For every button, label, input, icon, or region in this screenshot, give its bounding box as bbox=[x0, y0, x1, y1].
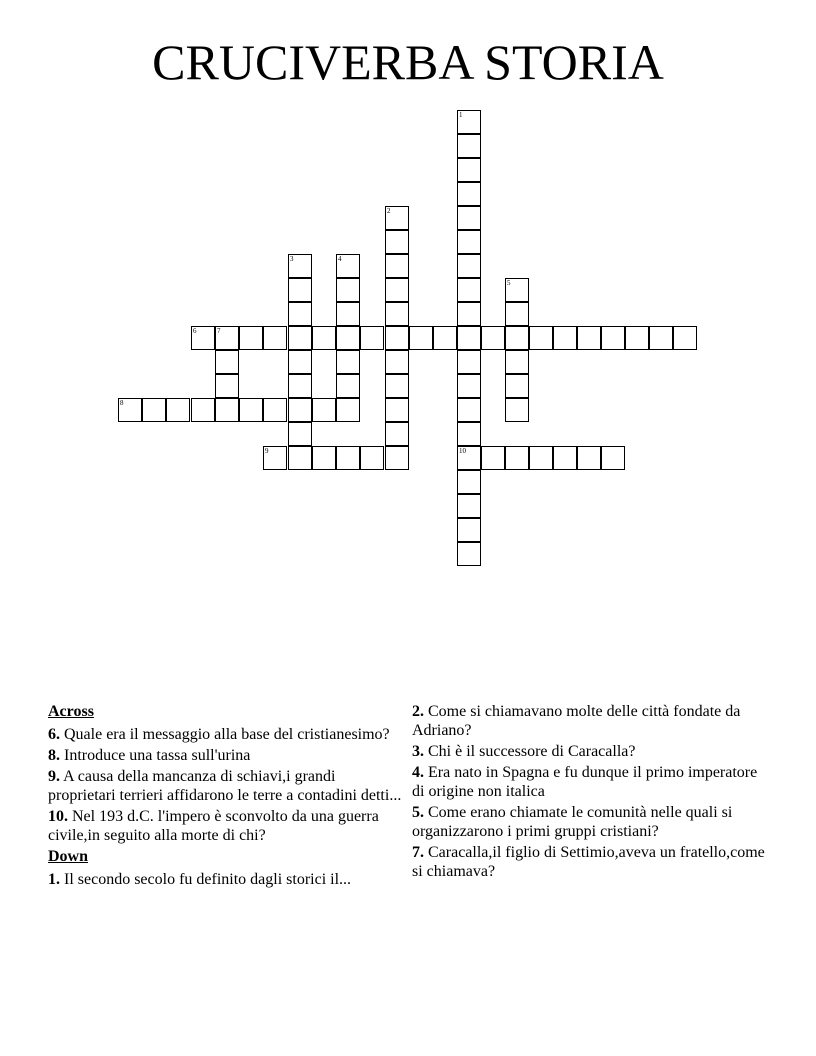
grid-cell[interactable] bbox=[385, 302, 409, 326]
grid-cell[interactable] bbox=[215, 398, 239, 422]
grid-cell[interactable] bbox=[385, 398, 409, 422]
grid-cell[interactable] bbox=[457, 326, 481, 350]
grid-cell[interactable] bbox=[457, 254, 481, 278]
clue-text: Introduce una tassa sull'urina bbox=[64, 747, 251, 764]
grid-cell[interactable] bbox=[336, 374, 360, 398]
clue-number: 1. bbox=[48, 871, 60, 888]
grid-cell[interactable] bbox=[649, 326, 673, 350]
grid-cell[interactable] bbox=[385, 326, 409, 350]
grid-cell[interactable] bbox=[457, 302, 481, 326]
grid-cell[interactable] bbox=[288, 446, 312, 470]
grid-cell[interactable] bbox=[457, 278, 481, 302]
across-heading: Across bbox=[48, 703, 94, 720]
grid-cell[interactable] bbox=[457, 470, 481, 494]
clue-number: 5. bbox=[412, 804, 424, 821]
grid-cell[interactable] bbox=[263, 398, 287, 422]
grid-cell[interactable] bbox=[385, 350, 409, 374]
grid-cell[interactable] bbox=[166, 398, 190, 422]
cell-number: 10 bbox=[459, 447, 466, 455]
cell-number: 4 bbox=[338, 255, 342, 263]
clue-down-4 bbox=[412, 763, 768, 801]
grid-cell[interactable] bbox=[601, 326, 625, 350]
clue-text: Nel 193 d.C. l'impero è sconvolto da una guerra civile,in seguito alla morte di chi? bbox=[48, 808, 379, 844]
grid-cell[interactable] bbox=[385, 230, 409, 254]
clue-text: Era nato in Spagna e fu dunque il primo imperatore di origine non italica bbox=[412, 764, 758, 800]
clue-across-6 bbox=[48, 725, 406, 744]
grid-cell[interactable] bbox=[601, 446, 625, 470]
grid-cell[interactable] bbox=[481, 446, 505, 470]
grid-cell[interactable] bbox=[263, 326, 287, 350]
grid-cell[interactable] bbox=[312, 326, 336, 350]
clue-text: Chi è il successore di Caracalla? bbox=[428, 743, 636, 760]
clue-number: 2. bbox=[412, 703, 424, 720]
clue-down-2 bbox=[412, 702, 768, 740]
grid-cell[interactable] bbox=[505, 446, 529, 470]
grid-cell[interactable] bbox=[288, 350, 312, 374]
grid-cell[interactable] bbox=[505, 398, 529, 422]
clue-number: 3. bbox=[412, 743, 424, 760]
grid-cell[interactable] bbox=[457, 398, 481, 422]
clue-number: 10. bbox=[48, 808, 68, 825]
grid-cell[interactable] bbox=[481, 326, 505, 350]
grid-cell[interactable] bbox=[385, 374, 409, 398]
grid-cell[interactable] bbox=[288, 398, 312, 422]
clue-number: 4. bbox=[412, 764, 424, 781]
grid-cell[interactable] bbox=[505, 374, 529, 398]
grid-cell[interactable] bbox=[215, 374, 239, 398]
grid-cell[interactable] bbox=[142, 398, 166, 422]
clue-down-5 bbox=[412, 803, 768, 841]
grid-cell[interactable] bbox=[336, 446, 360, 470]
grid-cell[interactable] bbox=[385, 446, 409, 470]
clue-text: A causa della mancanza di schiavi,i grandi proprietari terrieri affidarono le terre a contadini detti... bbox=[48, 768, 402, 804]
clue-text: Quale era il messaggio alla base del cristianesimo? bbox=[64, 726, 390, 743]
grid-cell[interactable] bbox=[288, 422, 312, 446]
grid-cell[interactable] bbox=[336, 326, 360, 350]
grid-cell[interactable] bbox=[457, 158, 481, 182]
down-heading: Down bbox=[48, 848, 89, 865]
grid-cell[interactable] bbox=[577, 326, 601, 350]
clues-right-column bbox=[412, 702, 768, 883]
grid-cell[interactable] bbox=[288, 374, 312, 398]
cell-number: 6 bbox=[193, 327, 197, 335]
grid-cell[interactable] bbox=[336, 278, 360, 302]
grid-cell[interactable] bbox=[457, 518, 481, 542]
grid-cell[interactable] bbox=[288, 302, 312, 326]
clue-text: Caracalla,il figlio di Settimio,aveva un fratello,come si chiamava? bbox=[412, 844, 765, 880]
grid-cell[interactable] bbox=[409, 326, 433, 350]
grid-cell[interactable] bbox=[505, 302, 529, 326]
clue-number: 6. bbox=[48, 726, 60, 743]
clue-across-8 bbox=[48, 746, 406, 765]
cell-number: 5 bbox=[507, 279, 511, 287]
clue-text: Come si chiamavano molte delle città fondate da Adriano? bbox=[412, 703, 741, 739]
cell-number: 3 bbox=[290, 255, 294, 263]
grid-cell[interactable] bbox=[385, 422, 409, 446]
clue-text: Come erano chiamate le comunità nelle quali si organizzarono i primi gruppi cristiani? bbox=[412, 804, 733, 840]
grid-cell[interactable] bbox=[529, 446, 553, 470]
grid-cell[interactable] bbox=[673, 326, 697, 350]
page-title: CRUCIVERBA STORIA bbox=[152, 34, 664, 90]
grid-cell[interactable] bbox=[529, 326, 553, 350]
cell-number: 9 bbox=[265, 447, 269, 455]
grid-cell[interactable] bbox=[577, 446, 601, 470]
clue-number: 8. bbox=[48, 747, 60, 764]
cell-number: 7 bbox=[217, 327, 221, 335]
grid-cell[interactable] bbox=[360, 326, 384, 350]
grid-cell[interactable] bbox=[457, 182, 481, 206]
cell-number: 2 bbox=[387, 207, 391, 215]
clue-down-3 bbox=[412, 742, 768, 761]
grid-cell[interactable] bbox=[336, 350, 360, 374]
grid-cell[interactable] bbox=[625, 326, 649, 350]
grid-cell[interactable] bbox=[457, 374, 481, 398]
clue-number: 7. bbox=[412, 844, 424, 861]
grid-cell[interactable] bbox=[433, 326, 457, 350]
grid-cell[interactable] bbox=[457, 494, 481, 518]
clue-across-10 bbox=[48, 807, 406, 845]
grid-cell[interactable] bbox=[505, 326, 529, 350]
clue-down-7 bbox=[412, 843, 768, 881]
clue-number: 9. bbox=[48, 768, 60, 785]
clue-text: Il secondo secolo fu definito dagli storici il... bbox=[64, 871, 352, 888]
grid-cell[interactable] bbox=[312, 398, 336, 422]
grid-cell[interactable] bbox=[288, 326, 312, 350]
grid-cell[interactable] bbox=[385, 254, 409, 278]
grid-cell[interactable] bbox=[553, 326, 577, 350]
grid-cell[interactable] bbox=[553, 446, 577, 470]
grid-cell[interactable] bbox=[505, 350, 529, 374]
grid-cell[interactable] bbox=[457, 542, 481, 566]
clue-across-9 bbox=[48, 767, 406, 805]
grid-cell[interactable] bbox=[457, 206, 481, 230]
clue-down-1 bbox=[48, 870, 406, 889]
cell-number: 8 bbox=[120, 399, 124, 407]
grid-cell[interactable] bbox=[457, 422, 481, 446]
grid-cell[interactable] bbox=[385, 278, 409, 302]
grid-cell[interactable] bbox=[457, 134, 481, 158]
cell-number: 1 bbox=[459, 111, 463, 119]
grid-cell[interactable] bbox=[288, 278, 312, 302]
grid-cell[interactable] bbox=[312, 446, 336, 470]
grid-cell[interactable] bbox=[239, 326, 263, 350]
grid-cell[interactable] bbox=[336, 302, 360, 326]
grid-cell[interactable] bbox=[360, 446, 384, 470]
grid-cell[interactable] bbox=[457, 350, 481, 374]
grid-cell[interactable] bbox=[239, 398, 263, 422]
grid-cell[interactable] bbox=[215, 350, 239, 374]
grid-cell[interactable] bbox=[191, 398, 215, 422]
clues-left-column bbox=[48, 702, 406, 891]
grid-cell[interactable] bbox=[457, 230, 481, 254]
grid-cell[interactable] bbox=[336, 398, 360, 422]
